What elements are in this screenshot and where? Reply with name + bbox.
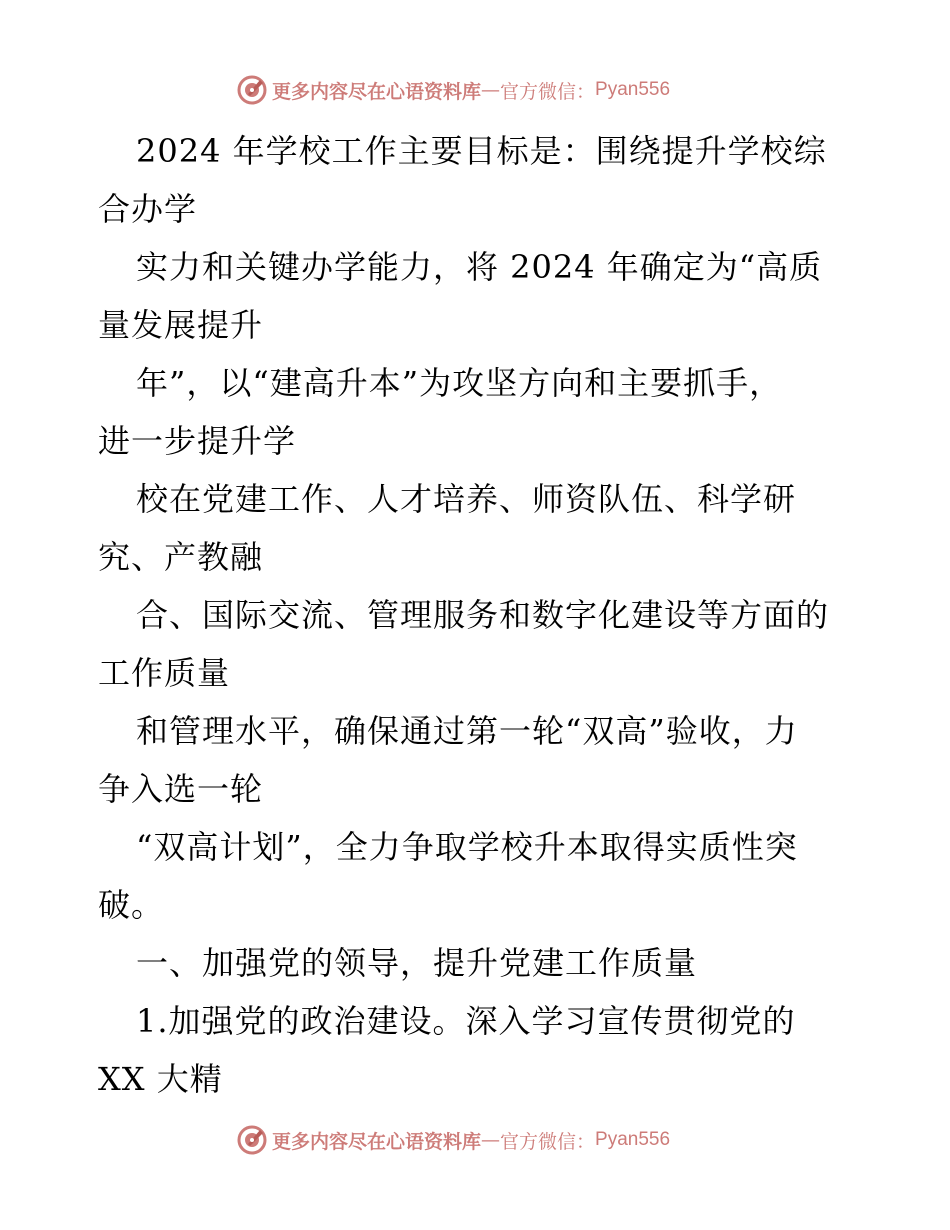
watermark-wechat-label: 官方微信： [500, 80, 596, 103]
watermark-wechat-id: Pyan556 [595, 79, 671, 100]
section-heading: 一、加强党的领导，提升党建工作质量 [136, 944, 698, 982]
text-line: 年”，以“建高升本”为攻坚方向和主要抓手， [136, 364, 783, 402]
text-line: 量发展提升 [98, 306, 264, 344]
text-line: 校在党建工作、人才培养、师资队伍、科学研 [136, 480, 797, 518]
text-line: 和管理水平，确保通过第一轮“双高”验收，力 [136, 712, 798, 750]
pen-nib-logo-icon [236, 1124, 268, 1156]
watermark-main-text: 更多内容尽在心语资料库 [272, 80, 482, 103]
watermark-separator: — [481, 79, 501, 101]
watermark-main-text: 更多内容尽在心语资料库 [272, 1130, 482, 1153]
header-watermark [236, 72, 670, 108]
text-line: “双高计划”，全力争取学校升本取得实质性突 [136, 828, 798, 866]
text-line: XX 大精 [98, 1060, 223, 1098]
footer-watermark [236, 1122, 670, 1158]
pen-nib-logo-icon [236, 74, 268, 106]
text-line: 破。 [98, 886, 165, 924]
text-line: 合、国际交流、管理服务和数字化建设等方面的 [136, 596, 830, 634]
text-line: 实力和关键办学能力，将 2024 年确定为“高质 [136, 248, 823, 286]
text-line: 工作质量 [98, 654, 231, 692]
text-line: 2024 年学校工作主要目标是：围绕提升学校综 [136, 132, 827, 170]
document-body [98, 122, 858, 1108]
text-line: 合办学 [98, 190, 198, 228]
watermark-separator: — [481, 1129, 501, 1151]
text-line: 争入选一轮 [98, 770, 264, 808]
watermark-wechat-id: Pyan556 [595, 1129, 671, 1150]
text-line: 进一步提升学 [98, 422, 297, 460]
text-line: 究、产教融 [98, 538, 264, 576]
text-line: 1.加强党的政治建设。深入学习宣传贯彻党的 [136, 1002, 796, 1040]
watermark-wechat-label: 官方微信： [500, 1130, 596, 1153]
